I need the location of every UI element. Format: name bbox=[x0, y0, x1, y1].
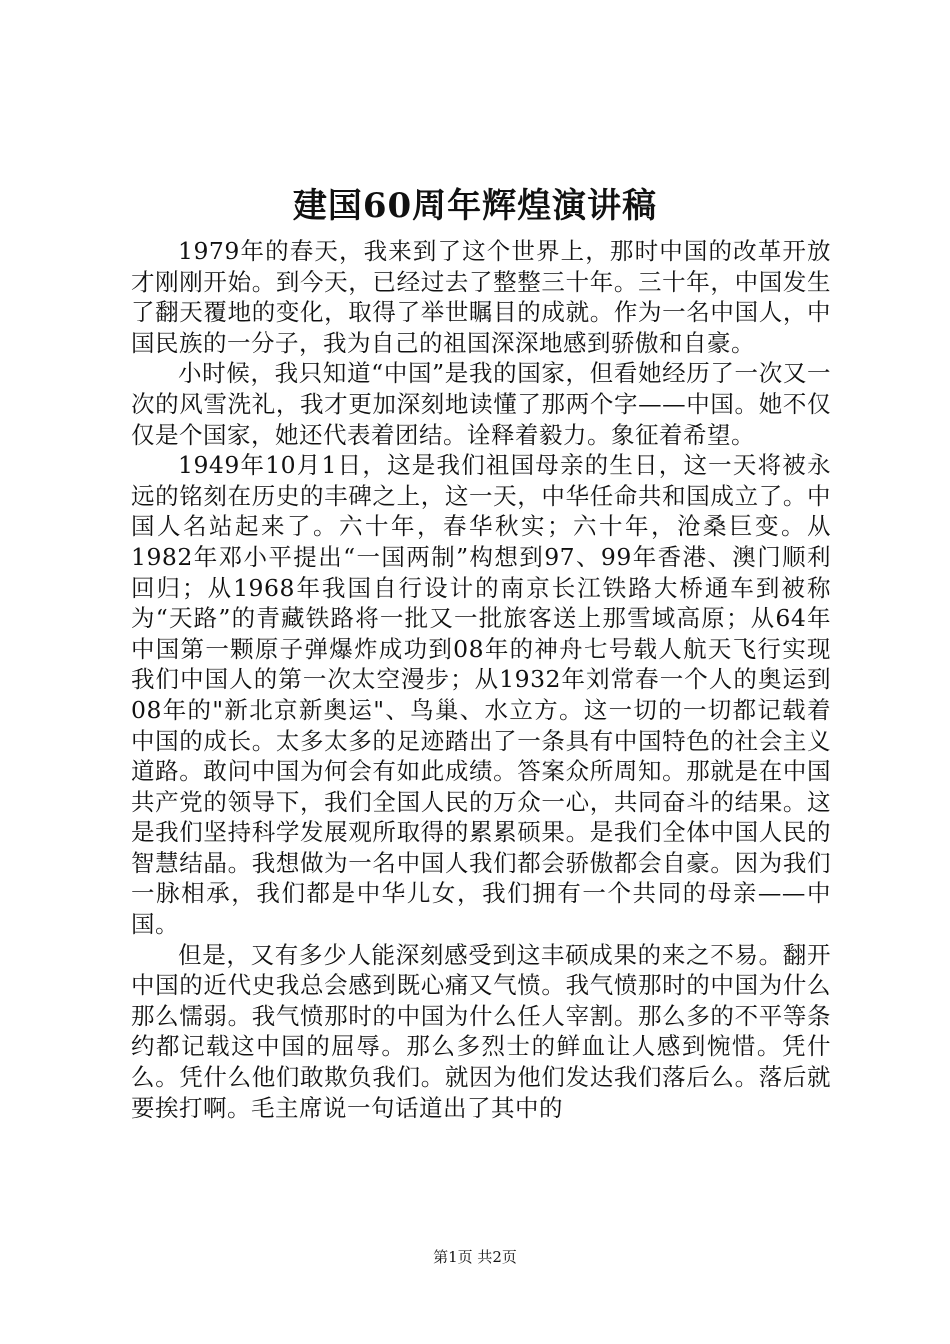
paragraph: 小时候，我只知道“中国”是我的国家，但看她经历了一次又一次的风雪洗礼，我才更加深刻地读懂了那两个字——中国。她不仅仅是个国家，她还代表着团结。诠释着毅力。象征着希望。 bbox=[131, 359, 831, 449]
page-number-footer: 第1页 共2页 bbox=[433, 1248, 517, 1266]
document-body bbox=[131, 236, 831, 1123]
paragraph: 但是，又有多少人能深刻感受到这丰硕成果的来之不易。翻开中国的近代史我总会感到既心痛又气愤。我气愤那时的中国为什么那么懦弱。我气愤那时的中国为什么任人宰割。那么多的不平等条约都记载这中国的屈辱。那么多烈士的鲜血让人感到惋惜。凭什么。凭什么他们敢欺负我们。就因为他们发达我们落后么。落后就要挨打啊。毛主席说一句话道出了其中的 bbox=[131, 940, 831, 1122]
paragraph: 1949年10月1日，这是我们祖国母亲的生日，这一天将被永远的铭刻在历史的丰碑之上，这一天，中华任命共和国成立了。中国人名站起来了。六十年，春华秋实；六十年，沧桑巨变。从1982年邓小平提出“一国两制”构想到97、99年香港、澳门顺利回归；从1968年我国自行设计的南京长江铁路大桥通车到被称为“天路”的青藏铁路将一批又一批旅客送上那雪域高原；从64年中国第一颗原子弹爆炸成功到08年的神舟七号载人航天飞行实现我们中国人的第一次太空漫步；从1932年刘常春一个人的奥运到08年的"新北京新奥运"、鸟巢、水立方。这一切的一切都记载着中国的成长。太多太多的足迹踏出了一条具有中国特色的社会主义道路。敢问中国为何会有如此成绩。答案众所周知。那就是在中国共产党的领导下，我们全国人民的万众一心，共同奋斗的结果。这是我们坚持科学发展观所取得的累累硕果。是我们全体中国人民的智慧结晶。我想做为一名中国人我们都会骄傲都会自豪。因为我们一脉相承，我们都是中华儿女，我们拥有一个共同的母亲——中国。 bbox=[131, 451, 831, 939]
paragraph: 1979年的春天，我来到了这个世界上，那时中国的改革开放才刚刚开始。到今天，已经过去了整整三十年。三十年，中国发生了翻天覆地的变化，取得了举世瞩目的成就。作为一名中国人，中国民族的一分子，我为自己的祖国深深地感到骄傲和自豪。 bbox=[131, 237, 831, 357]
document-title: 建国60周年辉煌演讲稿 bbox=[292, 186, 658, 226]
